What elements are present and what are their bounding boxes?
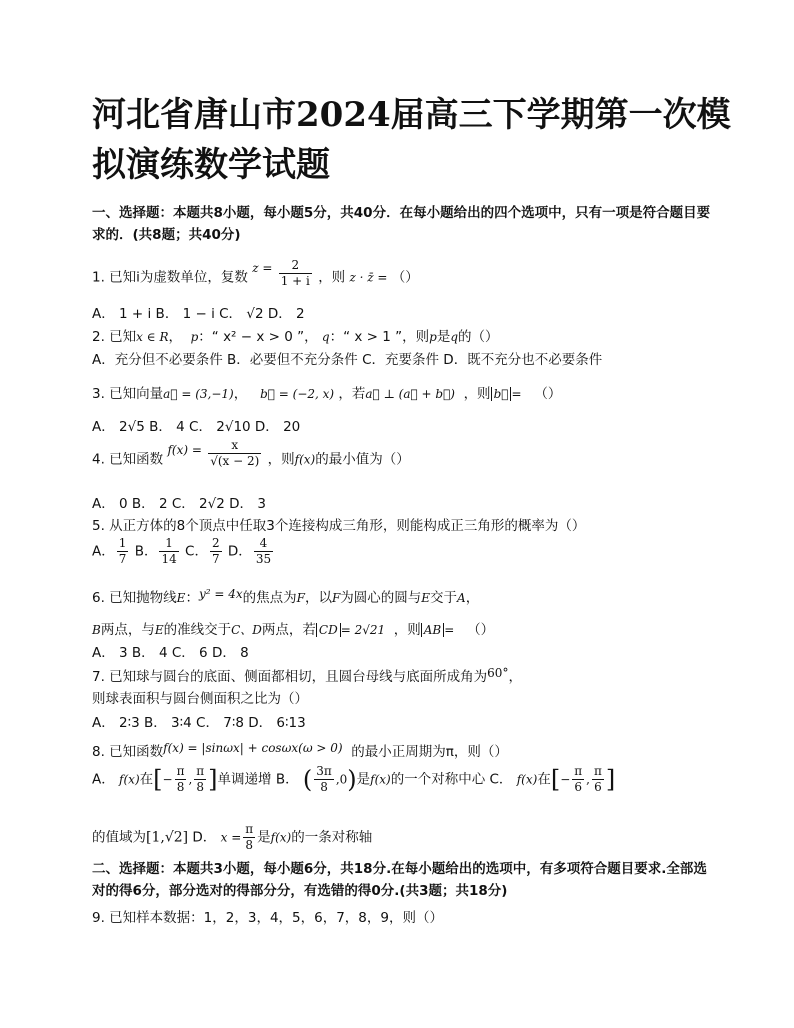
q4-options: A． 0 B． 2 C． 2√2 D． 3 [92, 496, 266, 512]
q1-z: z = [252, 260, 273, 275]
page-title: 河北省唐山市2024届高三下学期第一次模拟演练数学试题 [92, 95, 731, 185]
q8-options-line-1: A． f(x)在[− $\frac{\pi}{8}$ , $\frac{\pi}{8}$ ]单调递增 B． ( $\frac{3\pi}{8}$ ,0)是f(x)的一个对称中心 C． f(x)在[− $\frac{\pi}{6}$ , $\frac{\pi}{6}$ ] [92, 764, 616, 794]
question-1: 1. 已知i为虚数单位，复数 z = $\frac{2}{1 + i}$ ，则 z · z̄ = （） [92, 258, 419, 288]
question-7-line-2: 则球表面积与圆台侧面积之比为（） [92, 691, 308, 707]
question-7: 7. 已知球与圆台的底面、侧面都相切，且圆台母线与底面所成角为60°， [92, 666, 522, 685]
question-8: 8. 已知函数f(x) = |sinωx| + cosωx(ω > 0) 的最小正周期为π，则（） [92, 741, 508, 760]
question-9: 9. 已知样本数据：1，2，3，4，5，6，7，8，9，则（） [92, 910, 443, 926]
q1-options: A． 1 + i B． 1 − i C． √2 D． 2 [92, 306, 305, 322]
q3-options: A． 2√5 B． 4 C． 2√10 D． 20 [92, 419, 301, 435]
q7-options: A． 2∶3 B． 3∶4 C． 7∶8 D． 6∶13 [92, 715, 306, 731]
q2-options: A．充分但不必要条件 B．必要但不充分条件 C．充要条件 D．既不充分也不必要条件 [92, 352, 603, 368]
q4-fraction: $\frac{x}{√(x - 2)}$ [210, 438, 260, 468]
q1-fraction: $\frac{2}{1 + i}$ [280, 258, 310, 288]
q8-options-line-2: 的值域为[1,√2] D． x = $\frac{\pi}{8}$ 是f(x)的一条对称轴 [92, 822, 373, 852]
question-6-line-2: B两点，与E的准线交于C、D两点，若 CD = 2√21 ，则 AB = （） [92, 622, 495, 638]
q6-options: A． 3 B． 4 C． 6 D． 8 [92, 645, 249, 661]
question-3: 3. 已知向量a⃗ = (3,−1)， b⃗ = (−2, x) ，若a⃗ ⊥ (a⃗ + b⃗) ，则 b⃗ = （） [92, 386, 562, 402]
question-2: 2. 已知x ∈ R， p：“ x² − x > 0 ”， q：“ x > 1 ”，则p是q的（） [92, 329, 499, 345]
q1-stem: 1. 已知i为虚数单位，复数 [92, 269, 248, 286]
q5-options: A． $\frac{1}{7}$ B． $\frac{1}{14}$ C． $\frac{2}{7}$ D． $\frac{4}{35}$ [92, 536, 272, 566]
section-2-heading: 二、选择题：本题共3小题，每小题6分，共18分.在每小题给出的选项中，有多项符合题目要求.全部选对的得6分，部分选对的得部分分，有选错的得0分.(共3题；共18分) [92, 861, 707, 899]
q1-expr: z · z̄ = [349, 270, 388, 285]
question-6: 6. 已知抛物线E：y² = 4x的焦点为F，以F为圆心的圆与E交于A， [92, 587, 480, 606]
question-4: 4. 已知函数 f(x) = $\frac{x}{√(x - 2)}$ ，则f(x)的最小值为（） [92, 438, 410, 468]
section-1-heading: 一、选择题：本题共8小题，每小题5分，共40分．在每小题给出的四个选项中，只有一项是符合题目要求的．(共8题；共40分) [92, 205, 711, 243]
question-5: 5. 从正方体的8个顶点中任取3个连接构成三角形，则能构成正三角形的概率为（） [92, 518, 586, 534]
